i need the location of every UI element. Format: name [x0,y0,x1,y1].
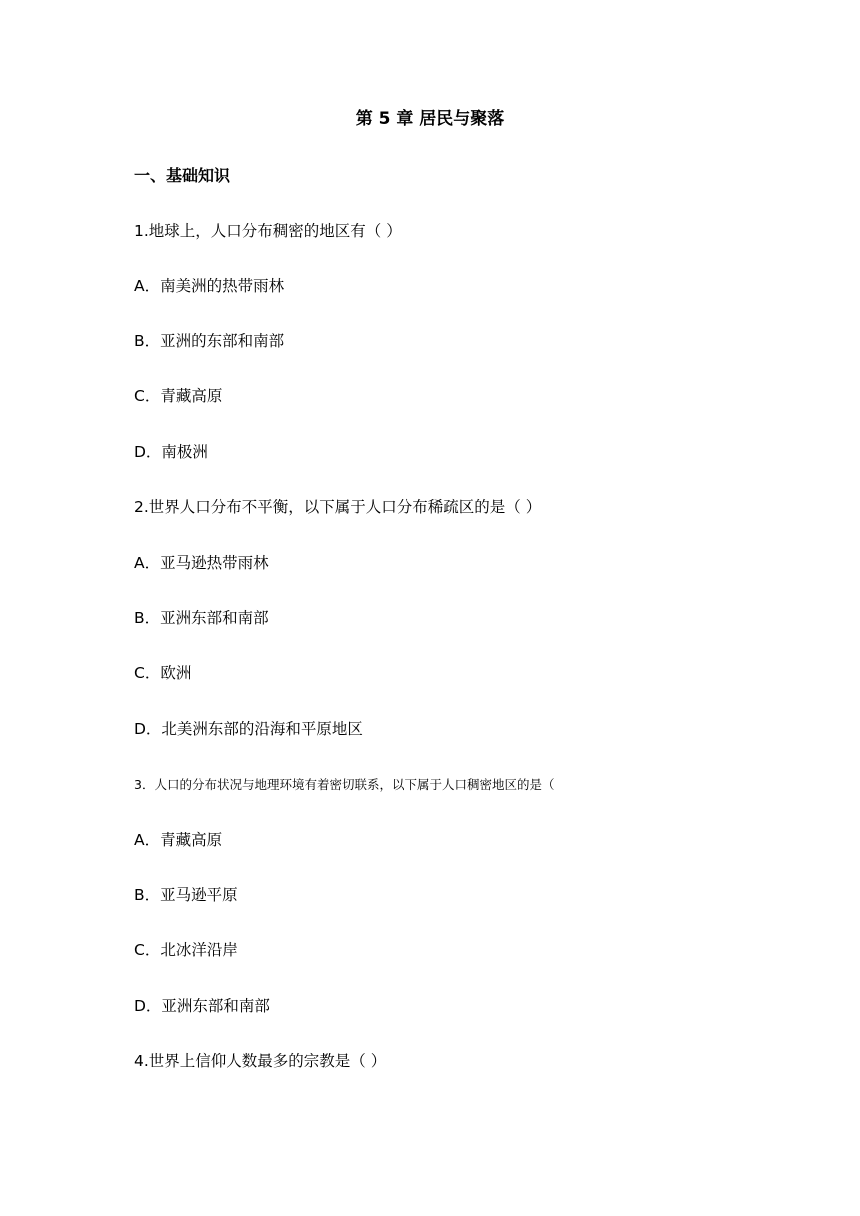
question-2-option-b: B．亚洲东部和南部 [134,609,269,627]
question-1-option-b: B．亚洲的东部和南部 [134,332,285,350]
question-1-option-d: D．南极洲 [134,443,208,461]
question-3-option-c: C．北冰洋沿岸 [134,941,238,959]
question-2-stem: 2.世界人口分布不平衡，以下属于人口分布稀疏区的是（ ） [134,498,542,516]
question-3-option-d: D．亚洲东部和南部 [134,997,270,1015]
question-1-stem: 1.地球上，人口分布稠密的地区有（ ） [134,222,402,240]
page-title: 第 5 章 居民与聚落 [355,109,505,129]
question-1-option-c: C．青藏高原 [134,387,223,405]
question-4-stem: 4.世界上信仰人数最多的宗教是（ ） [134,1052,387,1070]
question-3-option-a: A．青藏高原 [134,831,223,849]
question-2-option-c: C．欧洲 [134,664,192,682]
question-2-option-d: D．北美洲东部的沿海和平原地区 [134,720,363,738]
question-1-option-a: A．南美洲的热带雨林 [134,277,285,295]
question-3-stem: 3．人口的分布状况与地理环境有着密切联系，以下属于人口稠密地区的是（ [134,777,555,792]
question-3-option-b: B．亚马逊平原 [134,886,238,904]
section-heading: 一、基础知识 [134,166,231,185]
question-2-option-a: A．亚马逊热带雨林 [134,554,269,572]
